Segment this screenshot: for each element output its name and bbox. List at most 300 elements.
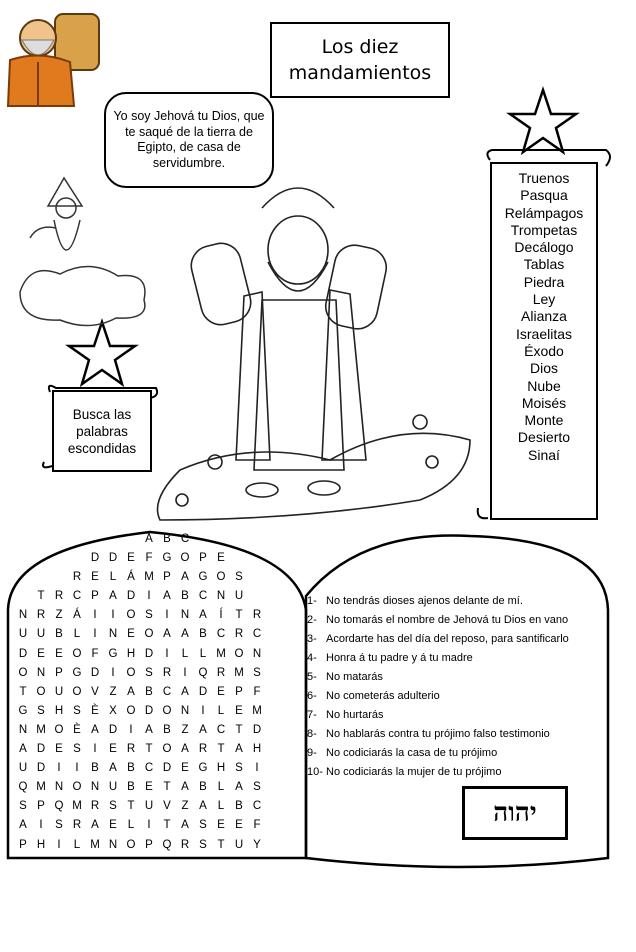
grid-cell[interactable]: T — [163, 781, 171, 794]
grid-cell[interactable]: E — [181, 762, 189, 775]
grid-cell[interactable]: D — [126, 590, 136, 603]
grid-cell[interactable] — [284, 606, 302, 625]
grid-cell[interactable] — [86, 530, 104, 549]
grid-cell[interactable]: N — [108, 628, 118, 641]
commandment-text: No codiciarás la mujer de tu prójimo — [326, 766, 502, 778]
grid-cell[interactable]: E — [127, 628, 135, 641]
grid-cell[interactable]: I — [39, 819, 43, 832]
grid-cell[interactable]: L — [127, 819, 135, 832]
grid-cell[interactable]: B — [91, 762, 99, 775]
grid-cell[interactable]: M — [36, 781, 46, 794]
grid-cell[interactable] — [266, 549, 284, 568]
grid-cell[interactable]: R — [72, 819, 82, 832]
word-item: Alianza — [521, 308, 567, 325]
grid-cell[interactable]: A — [199, 723, 207, 736]
grid-cell[interactable]: H — [54, 704, 64, 717]
grid-cell[interactable]: I — [147, 819, 151, 832]
grid-cell[interactable]: T — [127, 800, 135, 813]
grid-cell[interactable]: A — [19, 819, 27, 832]
grid-cell[interactable]: O — [126, 704, 136, 717]
grid-cell[interactable]: D — [108, 552, 118, 565]
grid-cell[interactable]: M — [90, 838, 100, 851]
grid-cell[interactable]: L — [181, 647, 189, 660]
grid-cell[interactable]: Q — [54, 800, 64, 813]
grid-cell[interactable]: A — [199, 800, 207, 813]
grid-cell[interactable]: T — [217, 743, 225, 756]
grid-cell[interactable]: C — [144, 762, 154, 775]
star-icon — [69, 322, 135, 384]
grid-row — [14, 721, 302, 740]
grid-cell[interactable]: L — [217, 781, 225, 794]
grid-cell[interactable]: N — [90, 781, 100, 794]
grid-cell[interactable] — [68, 530, 86, 549]
grid-cell[interactable] — [284, 587, 302, 606]
grid-cell[interactable]: F — [253, 685, 261, 698]
grid-cell[interactable]: D — [18, 647, 28, 660]
grid-cell[interactable]: C — [216, 723, 226, 736]
grid-cell[interactable]: P — [199, 552, 207, 565]
grid-cell[interactable]: F — [91, 647, 99, 660]
grid-cell[interactable]: T — [163, 819, 171, 832]
grid-cell[interactable]: L — [217, 704, 225, 717]
grid-cell[interactable]: R — [90, 800, 100, 813]
grid-cell[interactable]: M — [144, 571, 154, 584]
grid-cell[interactable]: T — [19, 685, 27, 698]
instruction-line: Busca las — [72, 406, 132, 422]
grid-cell[interactable]: A — [181, 628, 189, 641]
grid-cell[interactable]: I — [165, 609, 169, 622]
grid-cell[interactable]: E — [91, 571, 99, 584]
grid-cell[interactable]: N — [54, 781, 64, 794]
grid-cell[interactable]: M — [252, 704, 262, 717]
grid-cell[interactable]: A — [19, 743, 27, 756]
grid-cell[interactable]: D — [198, 685, 208, 698]
grid-cell[interactable] — [14, 549, 32, 568]
grid-cell[interactable]: G — [108, 647, 118, 660]
grid-cell[interactable]: E — [127, 552, 135, 565]
grid-cell[interactable]: R — [252, 609, 262, 622]
commandment-item — [307, 706, 597, 725]
commandment-item — [307, 744, 597, 763]
grid-cell[interactable] — [50, 530, 68, 549]
grid-cell[interactable]: C — [216, 628, 226, 641]
grid-row — [14, 587, 302, 606]
word-item: Truenos — [518, 170, 570, 186]
grid-cell[interactable]: U — [144, 800, 154, 813]
grid-cell[interactable] — [266, 587, 284, 606]
grid-cell[interactable]: Q — [18, 781, 28, 794]
grid-cell[interactable]: R — [72, 571, 82, 584]
grid-cell[interactable]: C — [252, 628, 262, 641]
grid-cell[interactable]: E — [217, 552, 225, 565]
grid-cell[interactable]: P — [19, 838, 27, 851]
commandment-number: 10- — [307, 766, 323, 778]
grid-cell[interactable] — [230, 549, 248, 568]
grid-cell[interactable] — [266, 568, 284, 587]
grid-cell[interactable]: V — [91, 685, 99, 698]
grid-cell[interactable]: P — [37, 800, 45, 813]
grid-cell[interactable]: O — [162, 743, 172, 756]
grid-cell[interactable]: A — [145, 533, 153, 545]
grid-cell[interactable]: U — [234, 590, 244, 603]
grid-cell[interactable] — [14, 530, 32, 549]
grid-cell[interactable]: A — [181, 743, 189, 756]
grid-cell[interactable]: O — [234, 647, 244, 660]
grid-cell[interactable]: A — [235, 781, 243, 794]
grid-cell[interactable]: D — [144, 647, 154, 660]
grid-cell[interactable]: S — [253, 781, 261, 794]
grid-cell[interactable]: O — [72, 781, 82, 794]
grid-cell[interactable]: S — [37, 704, 45, 717]
grid-cell[interactable]: B — [199, 781, 207, 794]
grid-cell[interactable] — [266, 759, 284, 778]
grid-cell[interactable]: H — [36, 838, 46, 851]
grid-cell[interactable]: A — [181, 819, 189, 832]
grid-cell[interactable]: Í — [219, 609, 223, 622]
grid-cell[interactable]: V — [163, 800, 171, 813]
grid-cell[interactable]: P — [55, 666, 63, 679]
grid-cell[interactable]: O — [144, 628, 154, 641]
grid-cell[interactable]: P — [91, 590, 99, 603]
grid-cell[interactable]: I — [129, 723, 133, 736]
grid-cell[interactable] — [266, 721, 284, 740]
grid-cell[interactable]: G — [72, 666, 82, 679]
grid-cell[interactable]: B — [199, 628, 207, 641]
grid-cell[interactable]: E — [37, 647, 45, 660]
grid-cell[interactable]: U — [18, 762, 28, 775]
grid-cell[interactable]: A — [163, 590, 171, 603]
grid-cell[interactable]: S — [199, 838, 207, 851]
grid-cell[interactable]: D — [162, 762, 172, 775]
grid-cell[interactable]: S — [145, 609, 153, 622]
grid-cell[interactable]: E — [55, 743, 63, 756]
grid-cell[interactable]: Y — [253, 838, 261, 851]
grid-cell[interactable]: B — [163, 723, 171, 736]
grid-cell[interactable]: R — [234, 628, 244, 641]
grid-cell[interactable] — [32, 568, 50, 587]
grid-cell[interactable]: O — [126, 609, 136, 622]
grid-cell[interactable]: M — [216, 647, 226, 660]
grid-cell[interactable] — [68, 549, 86, 568]
word-item: Trompetas — [510, 221, 578, 238]
grid-cell[interactable]: M — [72, 800, 82, 813]
grid-cell[interactable]: H — [216, 762, 226, 775]
grid-cell[interactable]: P — [145, 838, 153, 851]
grid-cell[interactable]: Z — [181, 723, 189, 736]
grid-cell[interactable]: B — [127, 762, 135, 775]
grid-cell[interactable]: C — [252, 800, 262, 813]
commandment-item — [307, 687, 597, 706]
grid-cell[interactable]: Z — [55, 609, 63, 622]
grid-cell[interactable]: S — [109, 800, 117, 813]
grid-cell[interactable]: I — [201, 704, 205, 717]
grid-cell[interactable]: E — [145, 781, 153, 794]
grid-cell[interactable]: B — [145, 685, 153, 698]
grid-cell[interactable]: E — [217, 819, 225, 832]
grid-cell[interactable] — [284, 759, 302, 778]
grid-cell[interactable]: A — [109, 590, 117, 603]
grid-cell[interactable]: U — [108, 781, 118, 794]
grid-cell[interactable]: M — [36, 723, 46, 736]
grid-cell[interactable]: A — [91, 723, 99, 736]
grid-cell[interactable]: G — [198, 762, 208, 775]
grid-cell[interactable]: L — [109, 571, 117, 584]
grid-cell[interactable]: U — [234, 838, 244, 851]
grid-cell[interactable]: È — [91, 704, 99, 717]
grid-cell[interactable] — [266, 530, 284, 549]
grid-cell[interactable]: D — [90, 552, 100, 565]
grid-cell[interactable]: U — [36, 628, 46, 641]
grid-cell[interactable] — [284, 797, 302, 816]
grid-cell[interactable] — [266, 797, 284, 816]
grid-cell[interactable]: I — [255, 762, 259, 775]
grid-cell[interactable]: S — [73, 704, 81, 717]
grid-cell[interactable] — [194, 530, 212, 549]
grid-cell[interactable]: A — [109, 762, 117, 775]
grid-cell[interactable]: I — [165, 647, 169, 660]
grid-cell[interactable] — [266, 645, 284, 664]
grid-cell[interactable] — [248, 530, 266, 549]
grid-cell[interactable]: L — [73, 838, 81, 851]
grid-cell[interactable]: N — [18, 723, 28, 736]
grid-cell[interactable]: I — [111, 666, 115, 679]
grid-cell[interactable]: I — [93, 743, 97, 756]
grid-cell[interactable]: U — [54, 685, 64, 698]
grid-cell[interactable]: R — [198, 743, 208, 756]
grid-cell[interactable] — [284, 530, 302, 549]
grid-cell[interactable]: B — [181, 590, 189, 603]
grid-cell[interactable]: A — [181, 571, 189, 584]
grid-cell[interactable] — [284, 816, 302, 835]
grid-cell[interactable]: D — [36, 762, 46, 775]
grid-cell[interactable]: O — [126, 666, 136, 679]
grid-cell[interactable]: A — [181, 781, 189, 794]
grid-cell[interactable] — [212, 530, 230, 549]
grid-cell[interactable]: R — [126, 743, 136, 756]
grid-cell[interactable] — [284, 740, 302, 759]
commandment-item — [307, 763, 597, 782]
grid-cell[interactable]: T — [145, 743, 153, 756]
grid-cell[interactable]: P — [163, 571, 171, 584]
grid-cell[interactable]: L — [199, 647, 207, 660]
grid-cell[interactable]: D — [144, 704, 154, 717]
grid-cell[interactable]: O — [126, 838, 136, 851]
grid-cell[interactable]: I — [93, 628, 97, 641]
grid-cell[interactable]: G — [198, 571, 208, 584]
grid-cell[interactable]: C — [180, 533, 190, 545]
grid-cell[interactable]: E — [235, 819, 243, 832]
grid-cell[interactable] — [266, 606, 284, 625]
grid-cell[interactable]: A — [127, 685, 135, 698]
grid-cell[interactable] — [284, 721, 302, 740]
grid-cell[interactable]: A — [163, 628, 171, 641]
commandment-number: 1- — [307, 595, 317, 607]
grid-cell[interactable]: È — [73, 723, 81, 736]
grid-cell[interactable] — [266, 778, 284, 797]
grid-cell[interactable]: E — [109, 743, 117, 756]
grid-cell[interactable]: O — [54, 723, 64, 736]
grid-cell[interactable]: I — [147, 590, 151, 603]
grid-cell[interactable]: C — [198, 590, 208, 603]
grid-cell[interactable]: O — [180, 552, 190, 565]
grid-cell[interactable]: D — [36, 743, 46, 756]
grid-cell[interactable] — [50, 568, 68, 587]
grid-cell[interactable]: S — [19, 800, 27, 813]
word-list-scroll — [490, 162, 598, 520]
grid-cell[interactable]: B — [127, 781, 135, 794]
grid-cell[interactable]: H — [252, 743, 262, 756]
word-item: Éxodo — [524, 342, 564, 359]
grid-cell[interactable]: R — [216, 666, 226, 679]
grid-cell[interactable]: Á — [73, 609, 81, 622]
grid-cell[interactable]: S — [199, 819, 207, 832]
grid-cell[interactable] — [104, 530, 122, 549]
grid-cell[interactable]: A — [235, 743, 243, 756]
grid-cell[interactable]: C — [72, 590, 82, 603]
word-list — [492, 170, 596, 464]
grid-cell[interactable] — [266, 740, 284, 759]
grid-cell[interactable] — [248, 568, 266, 587]
commandment-text: Acordarte has del día del reposo, para santificarlo — [326, 633, 569, 645]
grid-cell[interactable] — [284, 625, 302, 644]
grid-cell[interactable]: X — [109, 704, 117, 717]
grid-cell[interactable] — [32, 549, 50, 568]
grid-cell[interactable]: E — [55, 647, 63, 660]
grid-cell[interactable]: R — [180, 838, 190, 851]
grid-cell[interactable]: T — [37, 590, 45, 603]
grid-cell[interactable]: R — [162, 666, 172, 679]
grid-cell[interactable] — [50, 549, 68, 568]
grid-cell[interactable] — [284, 664, 302, 683]
grid-cell[interactable]: B — [55, 628, 63, 641]
grid-cell[interactable] — [284, 568, 302, 587]
grid-cell[interactable]: A — [145, 723, 153, 736]
grid-cell[interactable]: N — [180, 609, 190, 622]
grid-cell[interactable]: T — [235, 723, 243, 736]
grid-cell[interactable] — [248, 587, 266, 606]
commandment-number: 6- — [307, 690, 317, 702]
grid-cell[interactable] — [266, 664, 284, 683]
grid-cell[interactable] — [266, 683, 284, 702]
grid-cell[interactable]: D — [90, 666, 100, 679]
grid-cell[interactable] — [284, 683, 302, 702]
grid-cell[interactable]: N — [180, 704, 190, 717]
grid-cell[interactable]: T — [217, 838, 225, 851]
grid-cell[interactable]: S — [145, 666, 153, 679]
title-line: Los diez — [321, 36, 399, 58]
grid-cell[interactable]: A — [91, 819, 99, 832]
grid-row — [14, 664, 302, 683]
grid-cell[interactable]: L — [217, 800, 225, 813]
grid-cell[interactable]: E — [109, 819, 117, 832]
grid-cell[interactable]: N — [36, 666, 46, 679]
grid-cell[interactable]: B — [235, 800, 243, 813]
grid-cell[interactable]: G — [18, 704, 28, 717]
grid-cell[interactable]: C — [162, 685, 172, 698]
grid-cell[interactable]: E — [235, 704, 243, 717]
grid-cell[interactable]: Q — [162, 838, 172, 851]
grid-cell[interactable]: O — [162, 704, 172, 717]
grid-cell[interactable]: O — [36, 685, 46, 698]
grid-cell[interactable]: S — [73, 743, 81, 756]
grid-cell[interactable]: N — [252, 647, 262, 660]
grid-cell[interactable]: D — [108, 723, 118, 736]
word-item: Relámpagos — [504, 204, 584, 221]
grid-cell[interactable]: I — [93, 609, 97, 622]
grid-cell[interactable] — [230, 530, 248, 549]
god-on-cloud-icon — [20, 178, 145, 326]
grid-cell[interactable]: U — [18, 628, 28, 641]
grid-cell[interactable]: S — [55, 819, 63, 832]
grid-cell[interactable]: F — [253, 819, 261, 832]
grid-cell[interactable] — [284, 702, 302, 721]
grid-cell[interactable]: S — [253, 666, 261, 679]
grid-cell[interactable]: H — [126, 647, 136, 660]
grid-cell[interactable]: N — [108, 838, 118, 851]
grid-cell[interactable] — [248, 549, 266, 568]
grid-cell[interactable]: A — [199, 609, 207, 622]
word-item: Tablas — [523, 256, 565, 273]
grid-cell[interactable] — [266, 836, 284, 855]
grid-cell[interactable]: L — [73, 628, 81, 641]
grid-cell[interactable]: R — [54, 590, 64, 603]
grid-cell[interactable]: I — [57, 838, 61, 851]
grid-cell[interactable]: B — [163, 533, 171, 545]
grid-cell[interactable]: G — [162, 552, 172, 565]
grid-cell[interactable]: Z — [109, 685, 117, 698]
grid-cell[interactable]: I — [75, 762, 79, 775]
grid-cell[interactable]: Q — [198, 666, 208, 679]
commandment-text: No matarás — [326, 671, 383, 683]
grid-cell[interactable]: S — [235, 571, 243, 584]
grid-cell[interactable] — [266, 816, 284, 835]
grid-cell[interactable]: E — [217, 685, 225, 698]
grid-cell[interactable] — [14, 568, 32, 587]
grid-cell[interactable]: N — [18, 609, 28, 622]
grid-cell[interactable] — [32, 530, 50, 549]
grid-cell[interactable]: I — [111, 609, 115, 622]
grid-cell[interactable]: T — [235, 609, 243, 622]
grid-cell[interactable] — [284, 549, 302, 568]
grid-cell[interactable]: I — [57, 762, 61, 775]
grid-cell[interactable]: O — [72, 647, 82, 660]
grid-cell[interactable]: F — [145, 552, 153, 565]
grid-cell[interactable]: O — [18, 666, 28, 679]
grid-cell[interactable] — [122, 530, 140, 549]
grid-cell[interactable] — [284, 836, 302, 855]
grid-row — [14, 625, 302, 644]
grid-cell[interactable]: D — [252, 723, 262, 736]
grid-cell[interactable]: P — [235, 685, 243, 698]
grid-cell[interactable] — [266, 625, 284, 644]
grid-cell[interactable]: O — [72, 685, 82, 698]
grid-cell[interactable] — [14, 587, 32, 606]
grid-cell[interactable]: I — [183, 666, 187, 679]
grid-cell[interactable]: S — [235, 762, 243, 775]
grid-cell[interactable]: Á — [127, 571, 135, 584]
grid-cell[interactable]: R — [36, 609, 46, 622]
grid-cell[interactable]: A — [181, 685, 189, 698]
grid-cell[interactable]: Z — [181, 800, 189, 813]
grid-cell[interactable]: N — [216, 590, 226, 603]
grid-cell[interactable]: M — [234, 666, 244, 679]
grid-cell[interactable] — [284, 645, 302, 664]
commandment-text: No hurtarás — [326, 709, 384, 721]
grid-cell[interactable] — [266, 702, 284, 721]
commandment-number: 3- — [307, 633, 317, 645]
grid-cell[interactable] — [284, 778, 302, 797]
grid-cell[interactable]: O — [216, 571, 226, 584]
